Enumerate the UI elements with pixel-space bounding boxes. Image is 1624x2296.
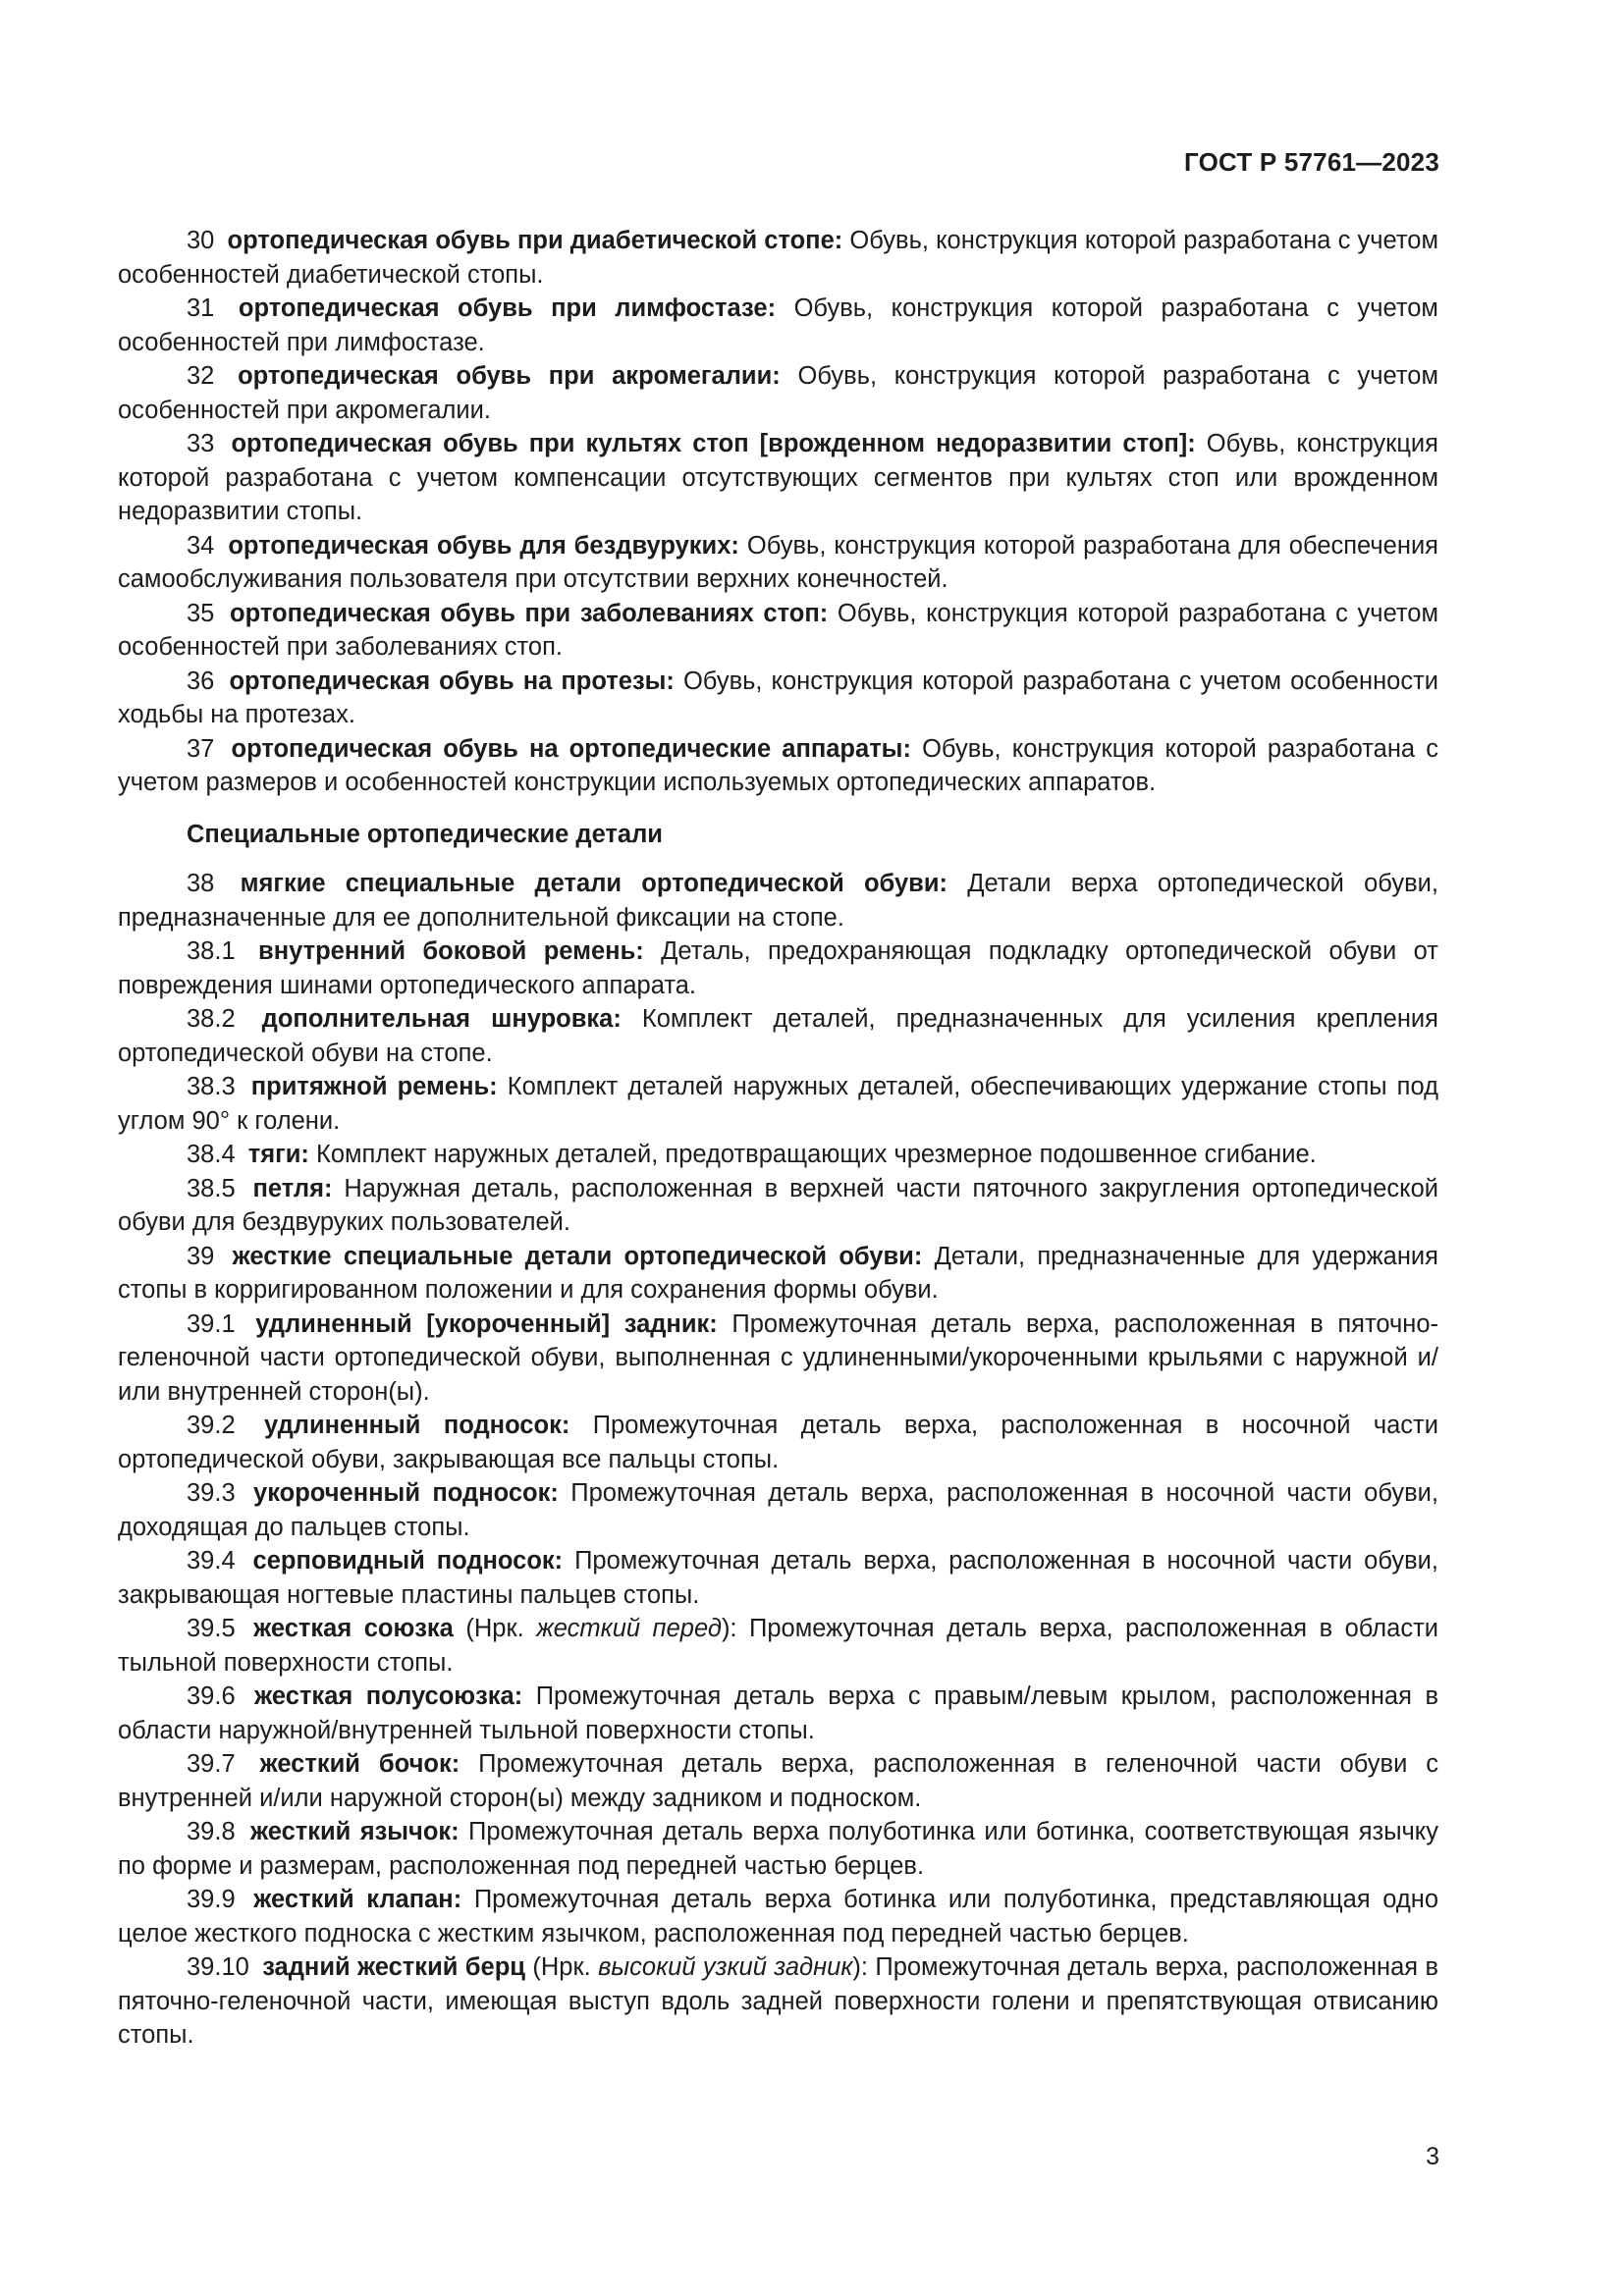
term-entry	[118, 359, 1438, 427]
term-number: 38.1	[187, 937, 236, 965]
term-number: 37	[187, 734, 215, 763]
term-name: внутренний боковой ремень:	[258, 937, 644, 965]
term-name: жесткая союзка	[253, 1615, 454, 1642]
term-number: 38	[187, 870, 215, 897]
terms-list-special	[118, 867, 1438, 2053]
term-name: жесткая полусоюзка:	[254, 1682, 523, 1710]
term-definition: Детали верха ортопедической обуви, предназначенные для ее дополнительной фиксации на стопе.	[118, 870, 1438, 932]
term-number: 39.3	[187, 1479, 236, 1507]
term-number: 38.5	[187, 1174, 236, 1202]
term-entry	[118, 1883, 1438, 1950]
term-definition: Обувь, конструкция которой разработана для обеспечения самообслуживания пользователя при отсутствии верхних конечностей.	[118, 531, 1438, 593]
term-name: ортопедическая обувь при заболеваниях стоп:	[230, 599, 829, 627]
term-definition: Детали, предназначенные для удержания стопы в корригированном положении и для сохранения формы обуви.	[118, 1242, 1438, 1304]
term-name: ортопедическая обувь при культях стоп [врожденном недоразвитии стоп]:	[231, 430, 1196, 457]
term-name: тяги:	[247, 1141, 309, 1168]
term-entry	[118, 1815, 1438, 1883]
term-deprecated: высокий узкий задник	[598, 1953, 853, 1981]
term-entry	[118, 665, 1438, 732]
term-number: 35	[187, 599, 215, 627]
term-name: ортопедическая обувь при диабетической стопе:	[227, 227, 843, 254]
term-name: серповидный подносок:	[252, 1547, 564, 1575]
term-number: 39.7	[187, 1750, 236, 1778]
term-name: ортопедическая обувь на ортопедические аппараты:	[231, 734, 911, 763]
term-definition: Промежуточная деталь верха, расположенная в пяточно-геленочной части, имеющая выступ вдоль задней поверхности голени и препятствующая отвисанию стопы.	[118, 1953, 1439, 2049]
term-entry	[118, 1308, 1438, 1410]
term-entry	[118, 1747, 1438, 1815]
term-number: 36	[187, 667, 215, 695]
term-deprecated-suffix: ):	[852, 1953, 868, 1981]
term-entry	[118, 597, 1438, 665]
term-definition: Обувь, конструкция которой разработана с учетом особенностей при лимфостазе.	[118, 294, 1438, 356]
term-number: 39.6	[187, 1682, 236, 1710]
term-definition: Промежуточная деталь верха ботинка или полуботинка, представляющая одно целое жесткого подноска с жестким язычком, расположенная под передней частью берцев.	[118, 1886, 1439, 1948]
term-name: удлиненный подносок:	[264, 1412, 570, 1439]
term-number: 39.4	[187, 1547, 236, 1575]
term-entry	[118, 1476, 1438, 1544]
term-name: укороченный подносок:	[253, 1479, 559, 1507]
term-name: дополнительная шнуровка:	[261, 1005, 622, 1033]
term-entry	[118, 224, 1438, 292]
term-definition: Обувь, конструкция которой разработана с учетом особенностей при акромегалии.	[118, 362, 1438, 424]
page-number: 3	[1426, 2143, 1439, 2170]
term-name: ортопедическая обувь при лимфостазе:	[238, 294, 777, 322]
term-number: 31	[187, 294, 215, 322]
term-name: жесткие специальные детали ортопедической обуви:	[232, 1242, 923, 1270]
term-number: 38.4	[187, 1141, 236, 1168]
term-definition: Промежуточная деталь верха, расположенная в носочной части ортопедической обуви, закрывающая все пальцы стопы.	[118, 1412, 1438, 1473]
term-entry	[118, 1950, 1438, 2053]
terms-list-general	[118, 224, 1438, 800]
term-definition: Промежуточная деталь верха, расположенная в пяточно-геленочной части ортопедической обуви, выполненная с удлиненными/укороченными крыльями с наружной и/или внутренней сторон(ы).	[118, 1309, 1439, 1406]
term-name: жесткий язычок:	[249, 1818, 460, 1845]
term-number: 39	[187, 1242, 215, 1270]
term-deprecated: жесткий перед	[536, 1615, 722, 1642]
term-name: задний жесткий берц	[262, 1953, 525, 1981]
term-definition: Наружная деталь, расположенная в верхней части пяточного закругления ортопедической обуви для бездвуруких пользователей.	[118, 1174, 1438, 1236]
term-name: ортопедическая обувь для бездвуруких:	[228, 531, 739, 560]
term-entry	[118, 529, 1438, 597]
term-entry	[118, 1612, 1438, 1680]
term-number: 38.3	[187, 1073, 236, 1100]
term-entry	[118, 867, 1438, 934]
term-entry	[118, 1544, 1438, 1612]
term-definition: Промежуточная деталь верха, расположенная в области тыльной поверхности стопы.	[118, 1615, 1438, 1677]
term-name: ортопедическая обувь при акромегалии:	[238, 362, 781, 390]
term-definition: Промежуточная деталь верха полуботинка или ботинка, соответствующая язычку по форме и размерам, расположенная под передней частью берцев.	[118, 1818, 1439, 1880]
term-number: 39.1	[187, 1309, 236, 1338]
term-definition: Комплект деталей, предназначенных для усиления крепления ортопедической обуви на стопе.	[118, 1005, 1438, 1067]
term-entry	[118, 292, 1438, 359]
term-definition: Обувь, конструкция которой разработана с учетом особенностей диабетической стопы.	[118, 227, 1438, 289]
term-number: 39.10	[187, 1953, 249, 1981]
term-name: жесткий бочок:	[259, 1750, 460, 1778]
term-number: 34	[187, 531, 215, 560]
term-entry	[118, 1172, 1438, 1240]
term-number: 38.2	[187, 1005, 236, 1033]
section-heading: Специальные ортопедические детали	[187, 820, 663, 848]
term-entry	[118, 1002, 1438, 1070]
term-name: жесткий клапан:	[253, 1886, 462, 1913]
term-entry	[118, 934, 1438, 1002]
term-number: 30	[187, 227, 215, 254]
term-entry	[118, 1138, 1438, 1172]
term-name: ортопедическая обувь на протезы:	[229, 667, 675, 695]
term-definition: Обувь, конструкция которой разработана с учетом особенностей при заболеваниях стоп.	[118, 599, 1439, 661]
standard-header: ГОСТ Р 57761—2023	[1184, 147, 1439, 177]
term-definition: Промежуточная деталь верха, расположенная в геленочной части обуви с внутренней и/или наружной сторон(ы) между задником и подноском.	[118, 1750, 1439, 1812]
term-number: 39.9	[187, 1886, 236, 1913]
term-number: 39.5	[187, 1615, 236, 1642]
term-name: удлиненный [укороченный] задник:	[255, 1309, 718, 1338]
term-deprecated-suffix: ):	[721, 1615, 737, 1642]
term-deprecated-prefix: (Нрк.	[532, 1953, 591, 1981]
term-number: 39.8	[187, 1818, 236, 1845]
term-definition: Обувь, конструкция которой разработана с учетом особенности ходьбы на протезах.	[118, 667, 1439, 728]
term-number: 39.2	[187, 1412, 236, 1439]
term-definition: Комплект деталей наружных деталей, обеспечивающих удержание стопы под углом 90° к голени.	[118, 1073, 1438, 1135]
document-body	[118, 224, 1438, 2053]
term-definition: Промежуточная деталь верха с правым/левым крылом, расположенная в области наружной/внутренней тыльной поверхности стопы.	[118, 1682, 1438, 1744]
term-entry	[118, 732, 1438, 800]
term-name: притяжной ремень:	[250, 1073, 498, 1100]
term-definition: Промежуточная деталь верха, расположенная в носочной части обуви, доходящая до пальцев стопы.	[118, 1479, 1438, 1541]
term-number: 33	[187, 430, 215, 457]
term-number: 32	[187, 362, 215, 390]
term-definition: Обувь, конструкция которой разработана с учетом компенсации отсутствующих сегментов при культях стоп или врожденном недоразвитии стопы.	[118, 430, 1438, 525]
term-entry	[118, 427, 1438, 529]
term-entry	[118, 1409, 1438, 1476]
term-name: мягкие специальные детали ортопедической обуви:	[240, 870, 947, 897]
term-definition: Комплект наружных деталей, предотвращающих чрезмерное подошвенное сгибание.	[315, 1141, 1317, 1168]
term-entry	[118, 1240, 1438, 1308]
term-definition: Деталь, предохраняющая подкладку ортопедической обуви от повреждения шинами ортопедического аппарата.	[118, 937, 1438, 999]
term-definition: Промежуточная деталь верха, расположенная в носочной части обуви, закрывающая ногтевые пластины пальцев стопы.	[118, 1547, 1438, 1609]
term-name: петля:	[252, 1174, 333, 1202]
term-deprecated-prefix: (Нрк.	[465, 1615, 524, 1642]
term-entry	[118, 1680, 1438, 1747]
term-definition: Обувь, конструкция которой разработана с учетом размеров и особенностей конструкции используемых ортопедических аппаратов.	[118, 734, 1438, 796]
term-entry	[118, 1070, 1438, 1138]
